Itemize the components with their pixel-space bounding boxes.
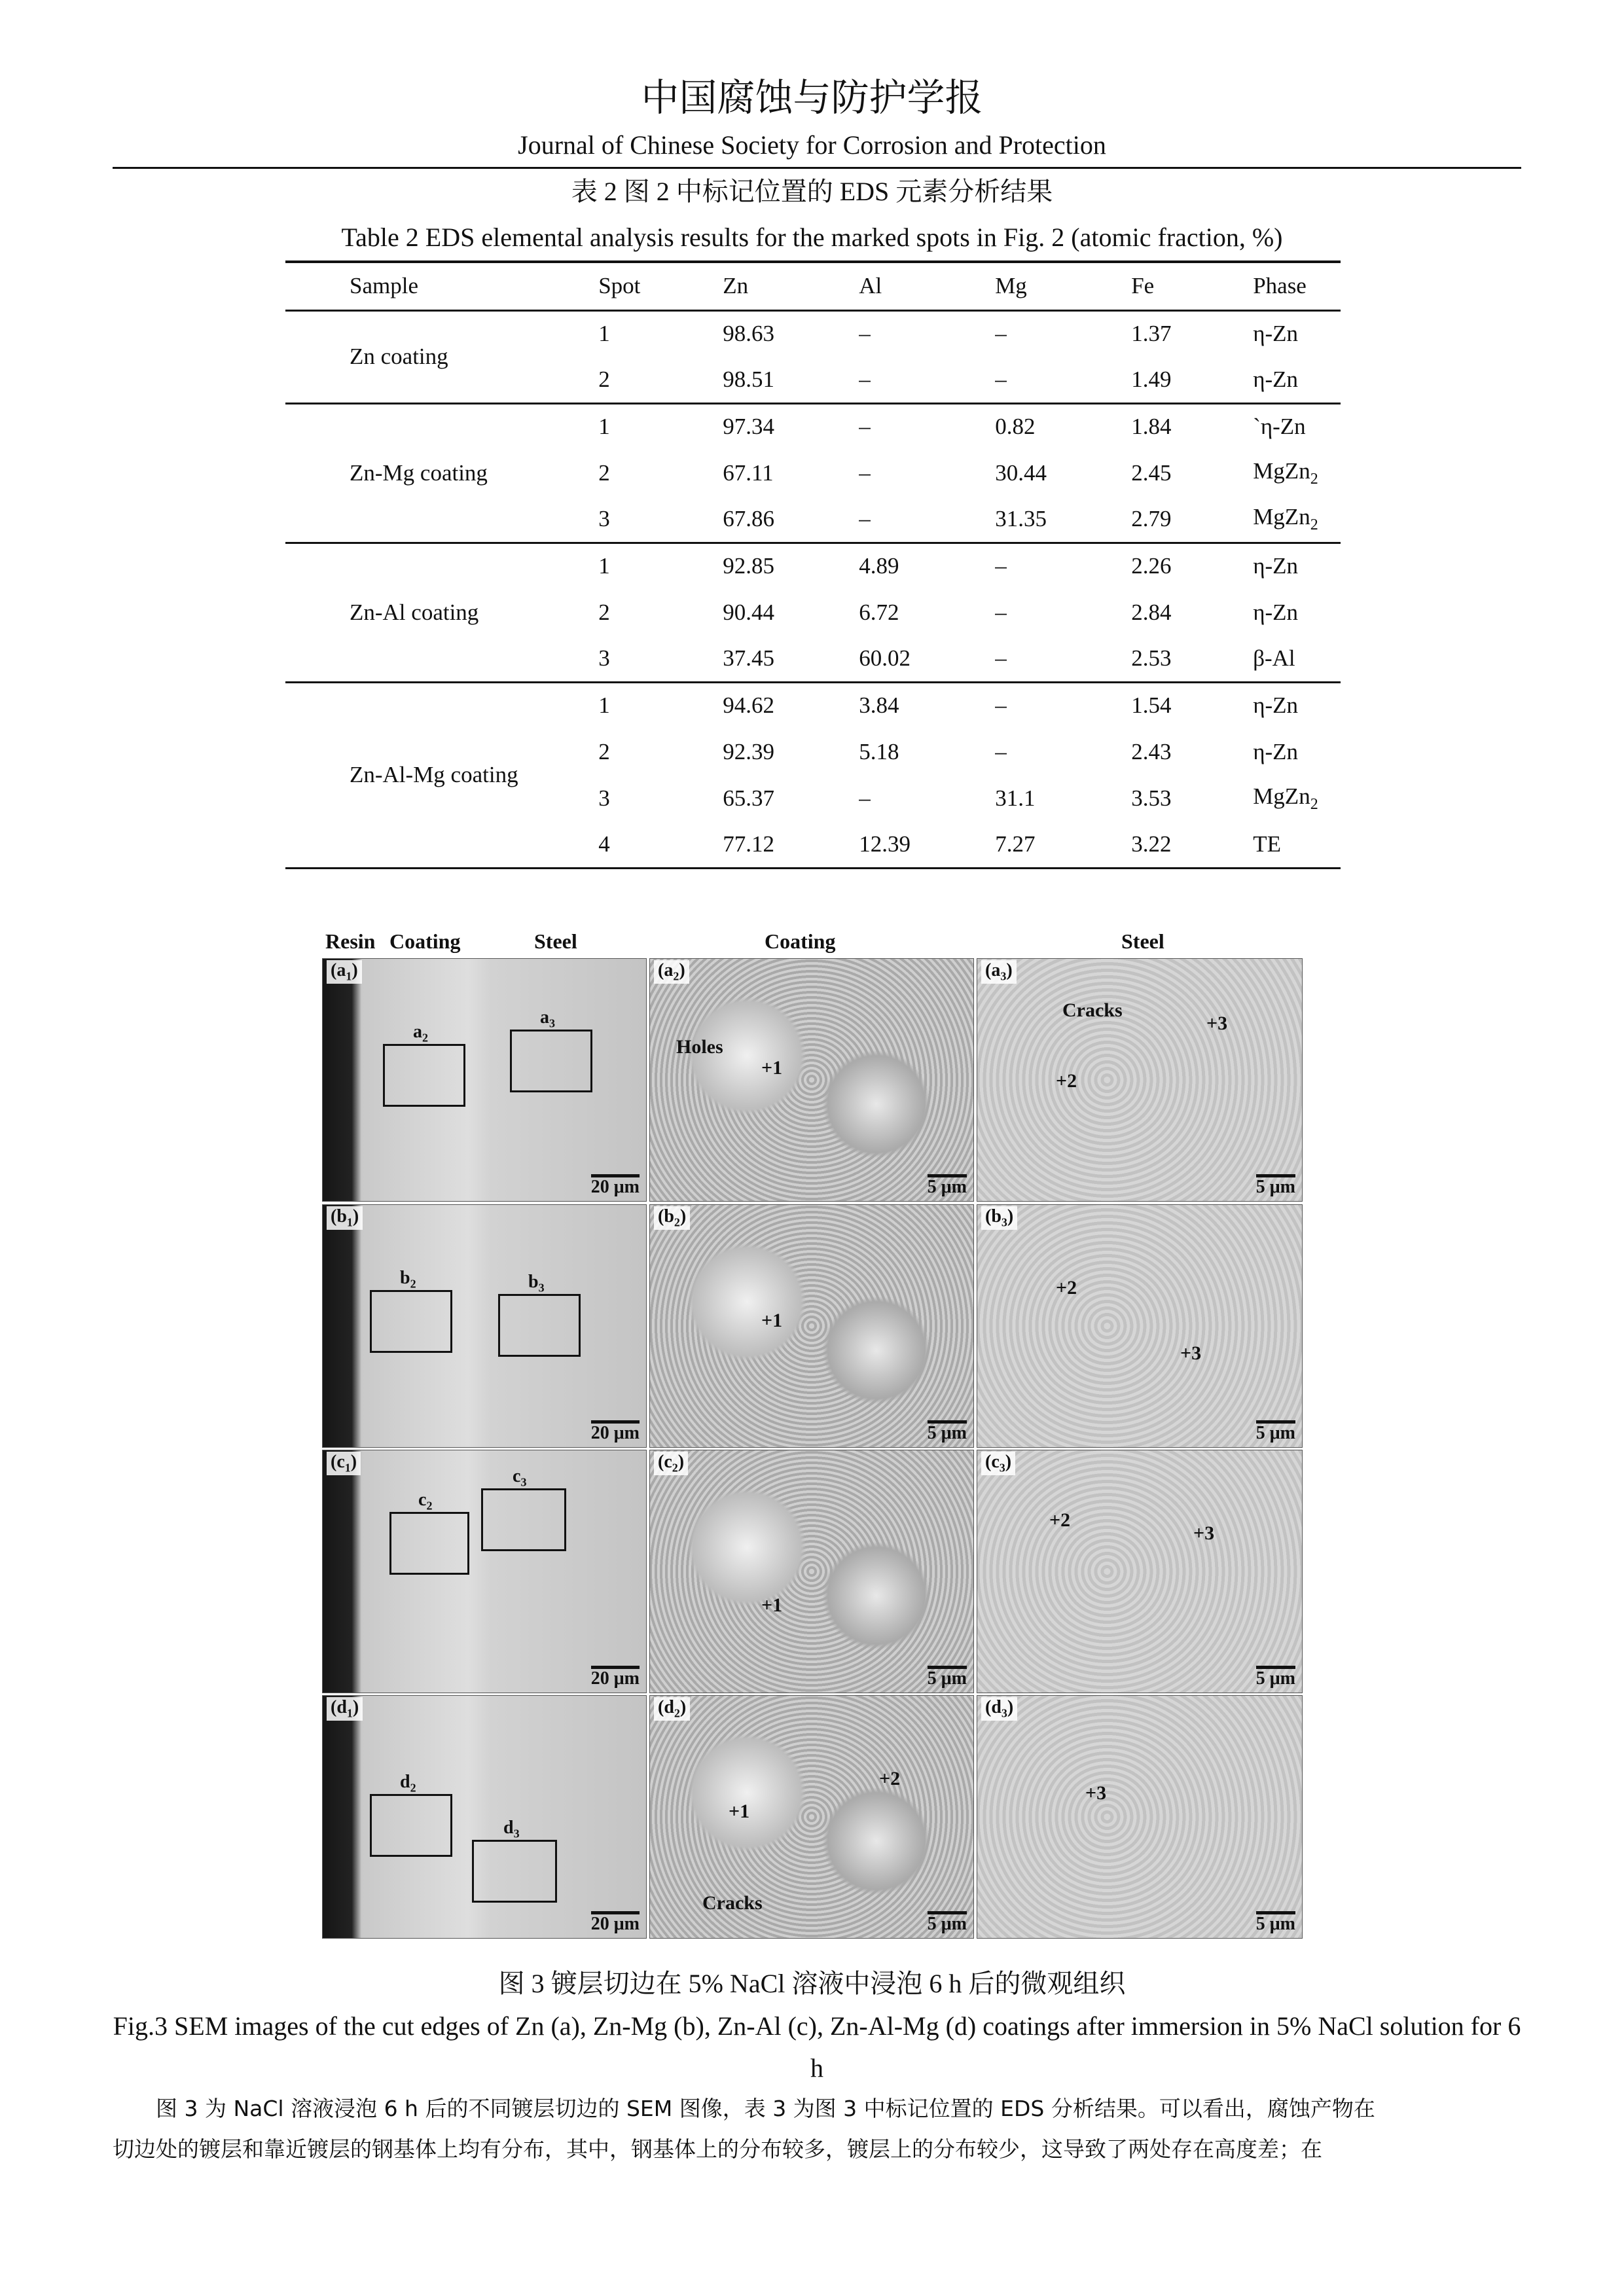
scale-bar: 20 μm	[591, 1666, 640, 1689]
panel-subscript: 2	[672, 1461, 678, 1475]
col-header-spot: Spot	[598, 273, 641, 299]
region-subscript: 2	[426, 1499, 433, 1513]
mg-cell: 30.44	[995, 459, 1047, 486]
region-box	[389, 1512, 469, 1575]
annotation-label: Cracks	[702, 1892, 763, 1914]
sem-panel-b3	[977, 1204, 1303, 1448]
phase-cell: η-Zn	[1253, 321, 1299, 347]
region-box-label	[418, 1490, 432, 1513]
panel-letter: d	[991, 1697, 1001, 1717]
panel-subscript: 1	[346, 969, 352, 983]
panel-subscript: 3	[1001, 1215, 1007, 1229]
col-header-sample: Sample	[350, 273, 418, 299]
fe-cell: 1.49	[1131, 366, 1172, 392]
spot-marker: +2	[1056, 1070, 1077, 1092]
zn-cell: 97.34	[723, 414, 774, 440]
panel-letter: a	[991, 960, 1001, 980]
region-box	[498, 1294, 581, 1357]
phase-cell: β-Al	[1253, 645, 1295, 671]
sample-cell: Zn-Al-Mg coating	[350, 762, 518, 787]
column-header-coating2: Coating	[765, 929, 836, 953]
panel-letter: d	[336, 1697, 347, 1717]
mg-cell: –	[995, 321, 1007, 347]
table-row	[285, 682, 1341, 728]
scale-bar: 5 μm	[928, 1174, 967, 1197]
region-subscript: 2	[410, 1277, 416, 1291]
annotation-label: Holes	[676, 1036, 723, 1058]
zn-cell: 37.45	[723, 645, 774, 671]
phase-subscript: 2	[1310, 795, 1318, 813]
zn-cell: 98.63	[723, 321, 774, 347]
al-cell: –	[859, 321, 871, 347]
panel-label: $(c_2)$	[654, 1452, 688, 1475]
column-header-steel: Steel	[534, 929, 577, 953]
header-row	[285, 262, 1341, 310]
panel-label: $(a_2)$	[654, 960, 689, 984]
phase-base: MgZn	[1253, 457, 1310, 484]
panel-subscript: 1	[346, 1215, 353, 1229]
column-header-coating: Coating	[389, 929, 461, 953]
table-header	[285, 262, 1341, 310]
region-letter: d	[503, 1818, 514, 1838]
phase-cell: η-Zn	[1253, 692, 1299, 719]
panel-subscript: 3	[1001, 1706, 1007, 1720]
al-cell: –	[859, 505, 871, 531]
al-cell: –	[859, 414, 871, 440]
col-header-zn: Zn	[723, 273, 749, 299]
sem-panel-a1	[322, 958, 647, 1202]
spot-marker: +2	[879, 1768, 901, 1789]
zn-cell: 67.86	[723, 505, 774, 531]
table-row	[285, 403, 1341, 450]
sample-cell: Zn-Al coating	[350, 599, 479, 625]
scale-bar: 5 μm	[928, 1666, 967, 1689]
region-box	[510, 1030, 592, 1092]
scale-bar: 5 μm	[1256, 1911, 1295, 1934]
phase-cell: η-Zn	[1253, 553, 1299, 579]
spot-marker: +3	[1180, 1342, 1202, 1364]
panel-label: $(b_1)$	[327, 1206, 363, 1230]
table-row	[285, 310, 1341, 357]
sem-panel-d3	[977, 1695, 1303, 1939]
panel-label: $(c_3)$	[981, 1452, 1015, 1475]
al-cell: 4.89	[859, 553, 899, 579]
scale-bar: 5 μm	[928, 1911, 967, 1934]
panel-label: $(a_3)$	[981, 960, 1017, 984]
table-row	[285, 543, 1341, 589]
panel-subscript: 1	[346, 1706, 353, 1720]
fe-cell: 3.22	[1131, 831, 1172, 857]
zn-cell: 90.44	[723, 599, 774, 625]
body-paragraph-line-1: 图 3 为 NaCl 溶液浸泡 6 h 后的不同镀层切边的 SEM 图像，表 3 为图 3 中标记位置的 EDS 分析结果。可以看出，腐蚀产物在	[156, 2096, 1375, 2121]
region-subscript: 2	[422, 1031, 428, 1045]
panel-letter: a	[664, 960, 674, 980]
spot-marker: +2	[1049, 1509, 1071, 1531]
region-subscript: 3	[538, 1281, 545, 1295]
panel-subscript: 1	[344, 1461, 351, 1475]
table-caption-cn: 表 2 图 2 中标记位置的 EDS 元素分析结果	[571, 177, 1053, 206]
spot-cell: 2	[598, 599, 610, 625]
spot-cell: 2	[598, 738, 610, 764]
al-cell: –	[859, 366, 871, 392]
region-letter: b	[400, 1268, 410, 1288]
region-box-label	[503, 1818, 520, 1841]
panel-letter: c	[336, 1452, 345, 1472]
panel-subscript: 2	[673, 969, 679, 983]
mg-cell: –	[995, 738, 1007, 764]
spot-cell: 1	[598, 414, 610, 440]
spot-marker: +1	[761, 1594, 783, 1616]
sample-cell: Zn-Mg coating	[350, 459, 488, 486]
fe-cell: 2.43	[1131, 738, 1172, 764]
panel-letter: a	[336, 960, 346, 980]
scale-bar: 5 μm	[1256, 1174, 1295, 1197]
fe-cell: 2.45	[1131, 459, 1172, 486]
mg-cell: 31.35	[995, 505, 1047, 531]
panel-subscript: 3	[1000, 969, 1007, 983]
spot-marker: +2	[1056, 1277, 1077, 1299]
panel-label: $(d_2)$	[654, 1697, 690, 1721]
phase-cell	[1253, 775, 1341, 821]
mg-cell: –	[995, 599, 1007, 625]
sem-panel-d1	[322, 1695, 647, 1939]
fe-cell: 1.54	[1131, 692, 1172, 719]
zn-cell: 94.62	[723, 692, 774, 719]
region-letter: a	[540, 1007, 549, 1028]
al-cell: 60.02	[859, 645, 911, 671]
sem-panel-b1	[322, 1204, 647, 1448]
phase-cell: η-Zn	[1253, 599, 1299, 625]
phase-subscript: 2	[1310, 516, 1318, 533]
phase-cell: η-Zn	[1253, 738, 1299, 764]
fe-cell: 2.84	[1131, 599, 1172, 625]
region-subscript: 3	[513, 1827, 520, 1840]
phase-cell	[1253, 450, 1341, 496]
scale-bar: 20 μm	[591, 1911, 640, 1934]
journal-title-cn: 中国腐蚀与防护学报	[641, 77, 983, 119]
spot-marker: +1	[761, 1310, 783, 1331]
spot-marker: +3	[1206, 1013, 1228, 1034]
fe-cell: 1.84	[1131, 414, 1172, 440]
region-box	[370, 1794, 452, 1857]
region-box-label	[513, 1466, 526, 1490]
phase-base: MgZn	[1253, 783, 1310, 809]
spot-cell: 2	[598, 459, 610, 486]
sample-group	[285, 543, 1341, 682]
annotation-label: Cracks	[1062, 999, 1123, 1021]
table-caption-en: Table 2 EDS elemental analysis results for the marked spots in Fig. 2 (atomic fraction, %)	[341, 223, 1283, 252]
spot-marker: +3	[1085, 1782, 1107, 1804]
spot-cell: 1	[598, 692, 610, 719]
fe-cell: 2.79	[1131, 505, 1172, 531]
spot-cell: 2	[598, 366, 610, 392]
scale-bar: 20 μm	[591, 1420, 640, 1443]
region-subscript: 3	[549, 1016, 555, 1030]
region-letter: c	[513, 1466, 521, 1486]
region-box-label	[413, 1022, 428, 1045]
al-cell: 6.72	[859, 599, 899, 625]
panel-label: $(b_3)$	[981, 1206, 1017, 1230]
region-box	[370, 1290, 452, 1353]
panel-label: $(d_3)$	[981, 1697, 1017, 1721]
mg-cell: 7.27	[995, 831, 1036, 857]
panel-label: $(d_1)$	[327, 1697, 363, 1721]
col-header-phase: Phase	[1253, 273, 1307, 299]
column-header-resin: Resin	[325, 929, 376, 953]
region-box	[472, 1840, 557, 1903]
figure-caption-cn: 图 3 镀层切边在 5% NaCl 溶液中浸泡 6 h 后的微观组织	[498, 1969, 1126, 1998]
zn-cell: 92.39	[723, 738, 774, 764]
sem-panel-b2	[649, 1204, 974, 1448]
spot-marker: +3	[1193, 1522, 1215, 1544]
mg-cell: –	[995, 553, 1007, 579]
region-box	[481, 1488, 566, 1551]
body-paragraph-line-2: 切边处的镀层和靠近镀层的钢基体上均有分布，其中，钢基体上的分布较多，镀层上的分布较少，这导致了两处存在高度差；在	[113, 2136, 1322, 2162]
al-cell: 5.18	[859, 738, 899, 764]
region-subscript: 3	[520, 1475, 527, 1489]
col-header-mg: Mg	[995, 273, 1027, 299]
mg-cell: –	[995, 692, 1007, 719]
journal-title-en: Journal of Chinese Society for Corrosion and Protection	[518, 130, 1106, 160]
region-box-label	[400, 1268, 416, 1291]
zn-cell: 98.51	[723, 366, 774, 392]
mg-cell: 31.1	[995, 785, 1036, 811]
panel-letter: d	[664, 1697, 674, 1717]
scale-bar: 20 μm	[591, 1174, 640, 1197]
sem-panel-a3	[977, 958, 1303, 1202]
phase-subscript: 2	[1310, 470, 1318, 488]
panel-letter: c	[664, 1452, 672, 1472]
region-letter: b	[528, 1272, 539, 1292]
sample-group	[285, 682, 1341, 868]
phase-cell: η-Zn	[1253, 366, 1299, 392]
phase-base: MgZn	[1253, 503, 1310, 529]
column-header-steel2: Steel	[1121, 929, 1164, 953]
region-letter: a	[413, 1022, 422, 1042]
spot-cell: 4	[598, 831, 610, 857]
sem-panel-c2	[649, 1450, 974, 1693]
phase-cell: TE	[1253, 831, 1281, 857]
al-cell: 12.39	[859, 831, 911, 857]
panel-subscript: 2	[674, 1706, 680, 1720]
panel-label: $(a_1)$	[327, 960, 362, 984]
mg-cell: –	[995, 366, 1007, 392]
al-cell: 3.84	[859, 692, 899, 719]
scale-bar: 5 μm	[1256, 1666, 1295, 1689]
panel-letter: b	[664, 1206, 674, 1227]
fe-cell: 3.53	[1131, 785, 1172, 811]
sem-panel-c3	[977, 1450, 1303, 1693]
sample-group	[285, 403, 1341, 543]
spot-cell: 1	[598, 321, 610, 347]
region-box-label	[540, 1007, 555, 1031]
panel-letter: b	[336, 1206, 347, 1227]
region-letter: c	[418, 1490, 427, 1510]
fe-cell: 1.37	[1131, 321, 1172, 347]
spot-cell: 3	[598, 505, 610, 531]
phase-cell: `η-Zn	[1253, 414, 1306, 440]
sem-panel-d2	[649, 1695, 974, 1939]
fe-cell: 2.53	[1131, 645, 1172, 671]
scale-bar: 5 μm	[1256, 1420, 1295, 1443]
spot-cell: 3	[598, 785, 610, 811]
zn-cell: 92.85	[723, 553, 774, 579]
zn-cell: 67.11	[723, 459, 774, 486]
panel-letter: b	[991, 1206, 1001, 1227]
spot-marker: +1	[729, 1801, 750, 1822]
sem-panel-a2	[649, 958, 974, 1202]
al-cell: –	[859, 785, 871, 811]
al-cell: –	[859, 459, 871, 486]
header-rule	[113, 167, 1521, 169]
region-box-label	[400, 1772, 416, 1795]
panel-subscript: 2	[674, 1215, 680, 1229]
sample-cell: Zn coating	[350, 344, 448, 369]
region-subscript: 2	[410, 1781, 416, 1795]
panel-subscript: 3	[999, 1461, 1005, 1475]
eds-table	[285, 260, 1341, 869]
figure-caption-en: Fig.3 SEM images of the cut edges of Zn (a), Zn-Mg (b), Zn-Al (c), Zn-Al-Mg (d) coatings after immersion in 5% NaCl solution for 6 h	[113, 2011, 1521, 2083]
panel-label: $(c_1)$	[327, 1452, 361, 1475]
col-header-fe: Fe	[1131, 273, 1155, 299]
scale-bar: 5 μm	[928, 1420, 967, 1443]
mg-cell: –	[995, 645, 1007, 671]
fe-cell: 2.26	[1131, 553, 1172, 579]
zn-cell: 65.37	[723, 785, 774, 811]
panel-label: $(b_2)$	[654, 1206, 690, 1230]
region-box-label	[528, 1272, 545, 1295]
spot-cell: 3	[598, 645, 610, 671]
spot-cell: 1	[598, 553, 610, 579]
region-letter: d	[400, 1772, 410, 1792]
spot-marker: +1	[761, 1057, 783, 1079]
zn-cell: 77.12	[723, 831, 774, 857]
mg-cell: 0.82	[995, 414, 1036, 440]
panel-letter: c	[991, 1452, 1000, 1472]
phase-cell	[1253, 496, 1341, 543]
sample-group	[285, 310, 1341, 403]
col-header-al: Al	[859, 273, 882, 299]
sem-panel-c1	[322, 1450, 647, 1693]
region-box	[383, 1044, 465, 1107]
